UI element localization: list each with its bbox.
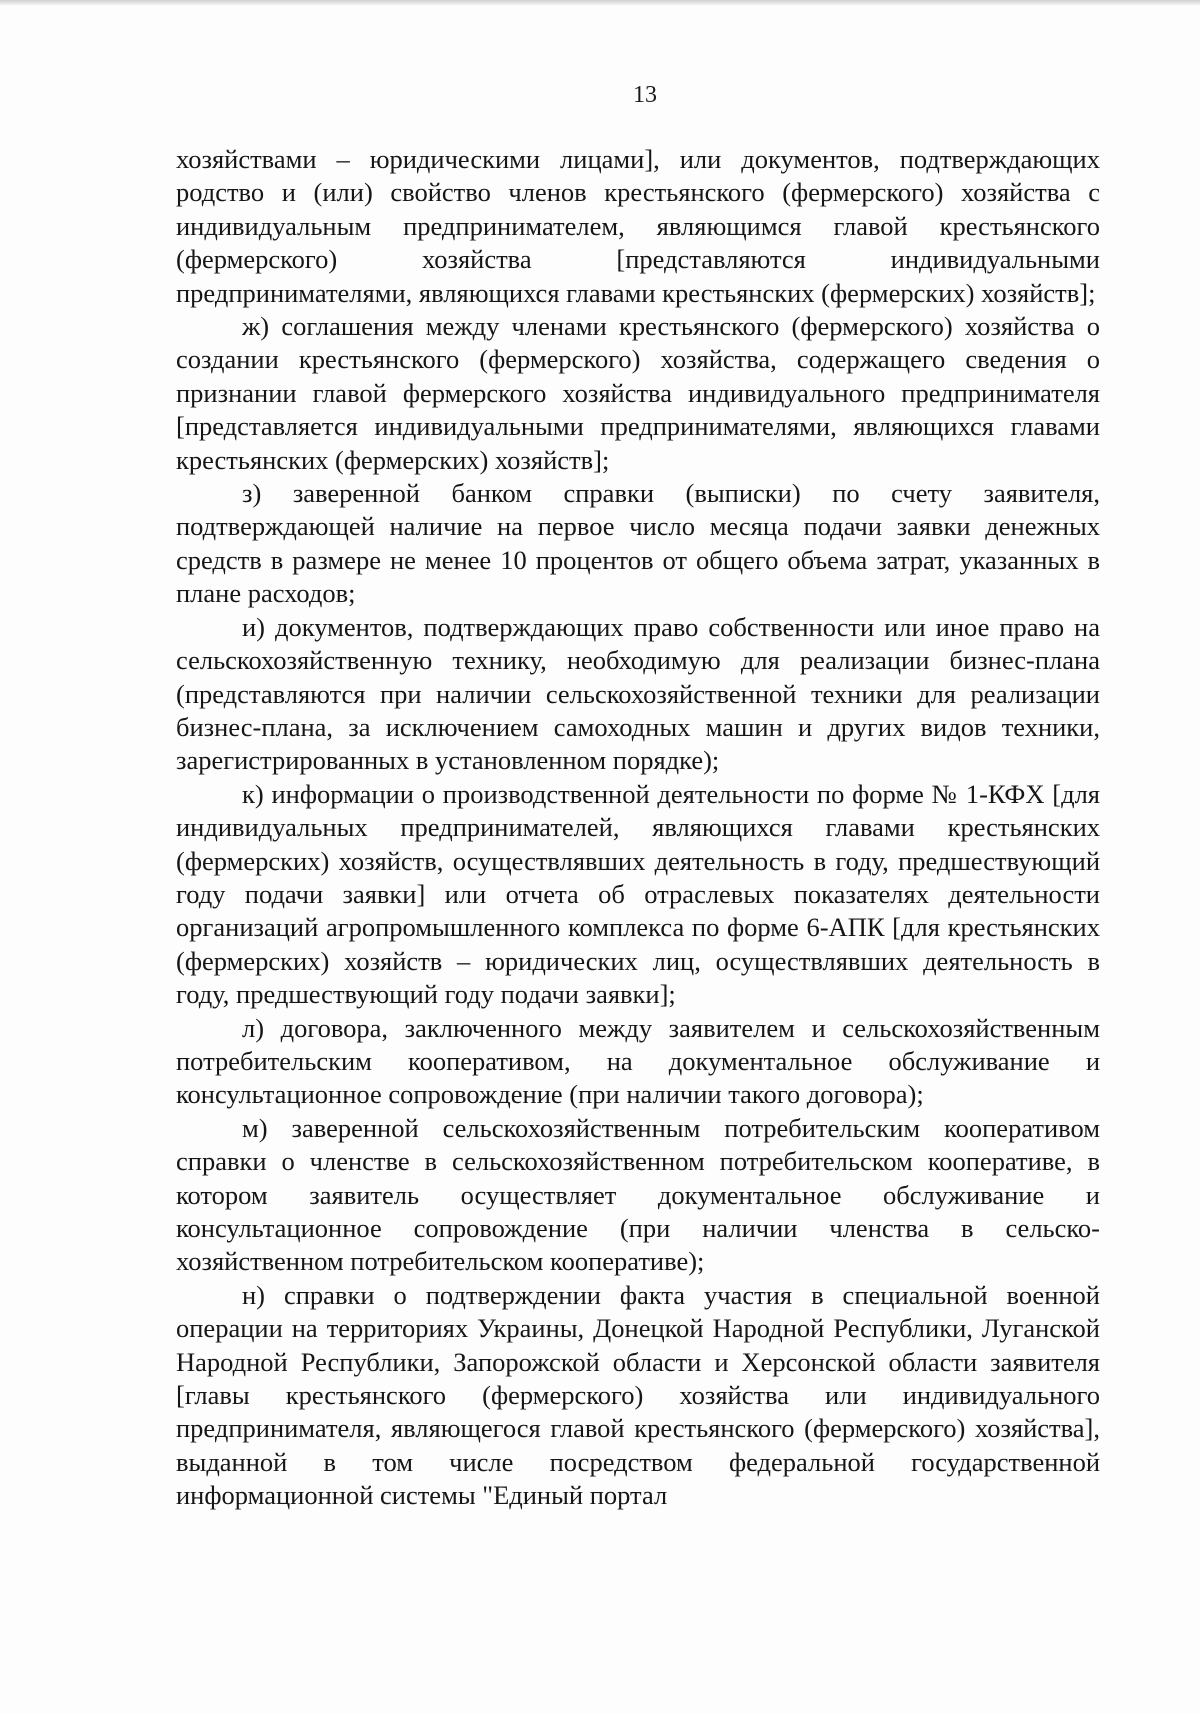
scan-edge-shadow [0, 0, 1200, 6]
paragraph-k: к) информации о производственной деятельности по форме № 1-КФХ [для индивидуальных предпринимателей, являющихся главами крестьянских (фермерских) хозяйств, осуществлявших деятельность в году, предшествующий году подачи заявки] или отчета об отраслевых показателях деятельности организаций агропромышленного комплекса по форме 6-АПК [для крестьянских (фермерских) хозяйств – юридических лиц, осуществлявших деятельность в году, предшествующий году подачи заявки]; [176, 778, 1100, 1010]
page-number: 13 [633, 82, 657, 108]
paragraph-z: з) заверенной банком справки (выписки) по счету заявителя, подтверждающей наличие на первое число месяца подачи заявки денежных средств в размере не менее 10 процентов от общего объема затрат, указанных в плане расходов; [176, 478, 1100, 609]
paragraph-l: л) договора, заключенного между заявителем и сельскохозяйственным потребительским кооперативом, на документальное обслуживание и консультационное сопровождение (при наличии такого договора); [176, 1012, 1100, 1110]
paragraph-n: н) справки о подтверждении факта участия в специальной военной операции на территориях Украины, Донецкой Народной Республики, Луганской Народной Республики, Запорожской области и Херсонской области заявителя [главы крестьянского (фермерского) хозяйства или индивидуального предпринимателя, являющегося главой крестьянского (фермерского) хозяйства], выданной в том числе посредством федеральной государственной информационной системы "Единый портал [176, 1279, 1100, 1511]
paragraph-continuation: хозяйствами – юридическими лицами], или документов, подтверждающих родство и (или) свойство членов крестьянского (фермерского) хозяйства с индивидуальным предпринимателем, являющимся главой крестьянского (фермерского) хозяйства [представляются индивидуальными предпринимателями, являющихся главами крестьянских (фермерских) хозяйств]; [176, 144, 1100, 308]
paragraph-zh: ж) соглашения между членами крестьянского (фермерского) хозяйства о создании крестьянского (фермерского) хозяйства, содержащего сведения о признании главой фермерского хозяйства индивидуального предпринимателя [представляется индивидуальными предпринимателями, являющихся главами крестьянских (фермерских) хозяйств]; [176, 311, 1100, 475]
paragraph-i: и) документов, подтверждающих право собственности или иное право на сельскохозяйственную технику, необходимую для реализации бизнес-плана (представляются при наличии сельскохозяйственной техники для реализации бизнес-плана, за исключением самоходных машин и других видов техники, зарегистрированных в установленном порядке); [176, 611, 1100, 776]
paragraph-m: м) заверенной сельскохозяйственным потребительским кооперативом справки о членстве в сельскохозяйственном потребительском кооперативе, в котором заявитель осуществляет документальное обслуживание и консультационное сопровождение (при наличии членства в сельскохозяйственном потребительском кооперативе); [176, 1112, 1100, 1277]
document-body [176, 143, 1100, 1513]
